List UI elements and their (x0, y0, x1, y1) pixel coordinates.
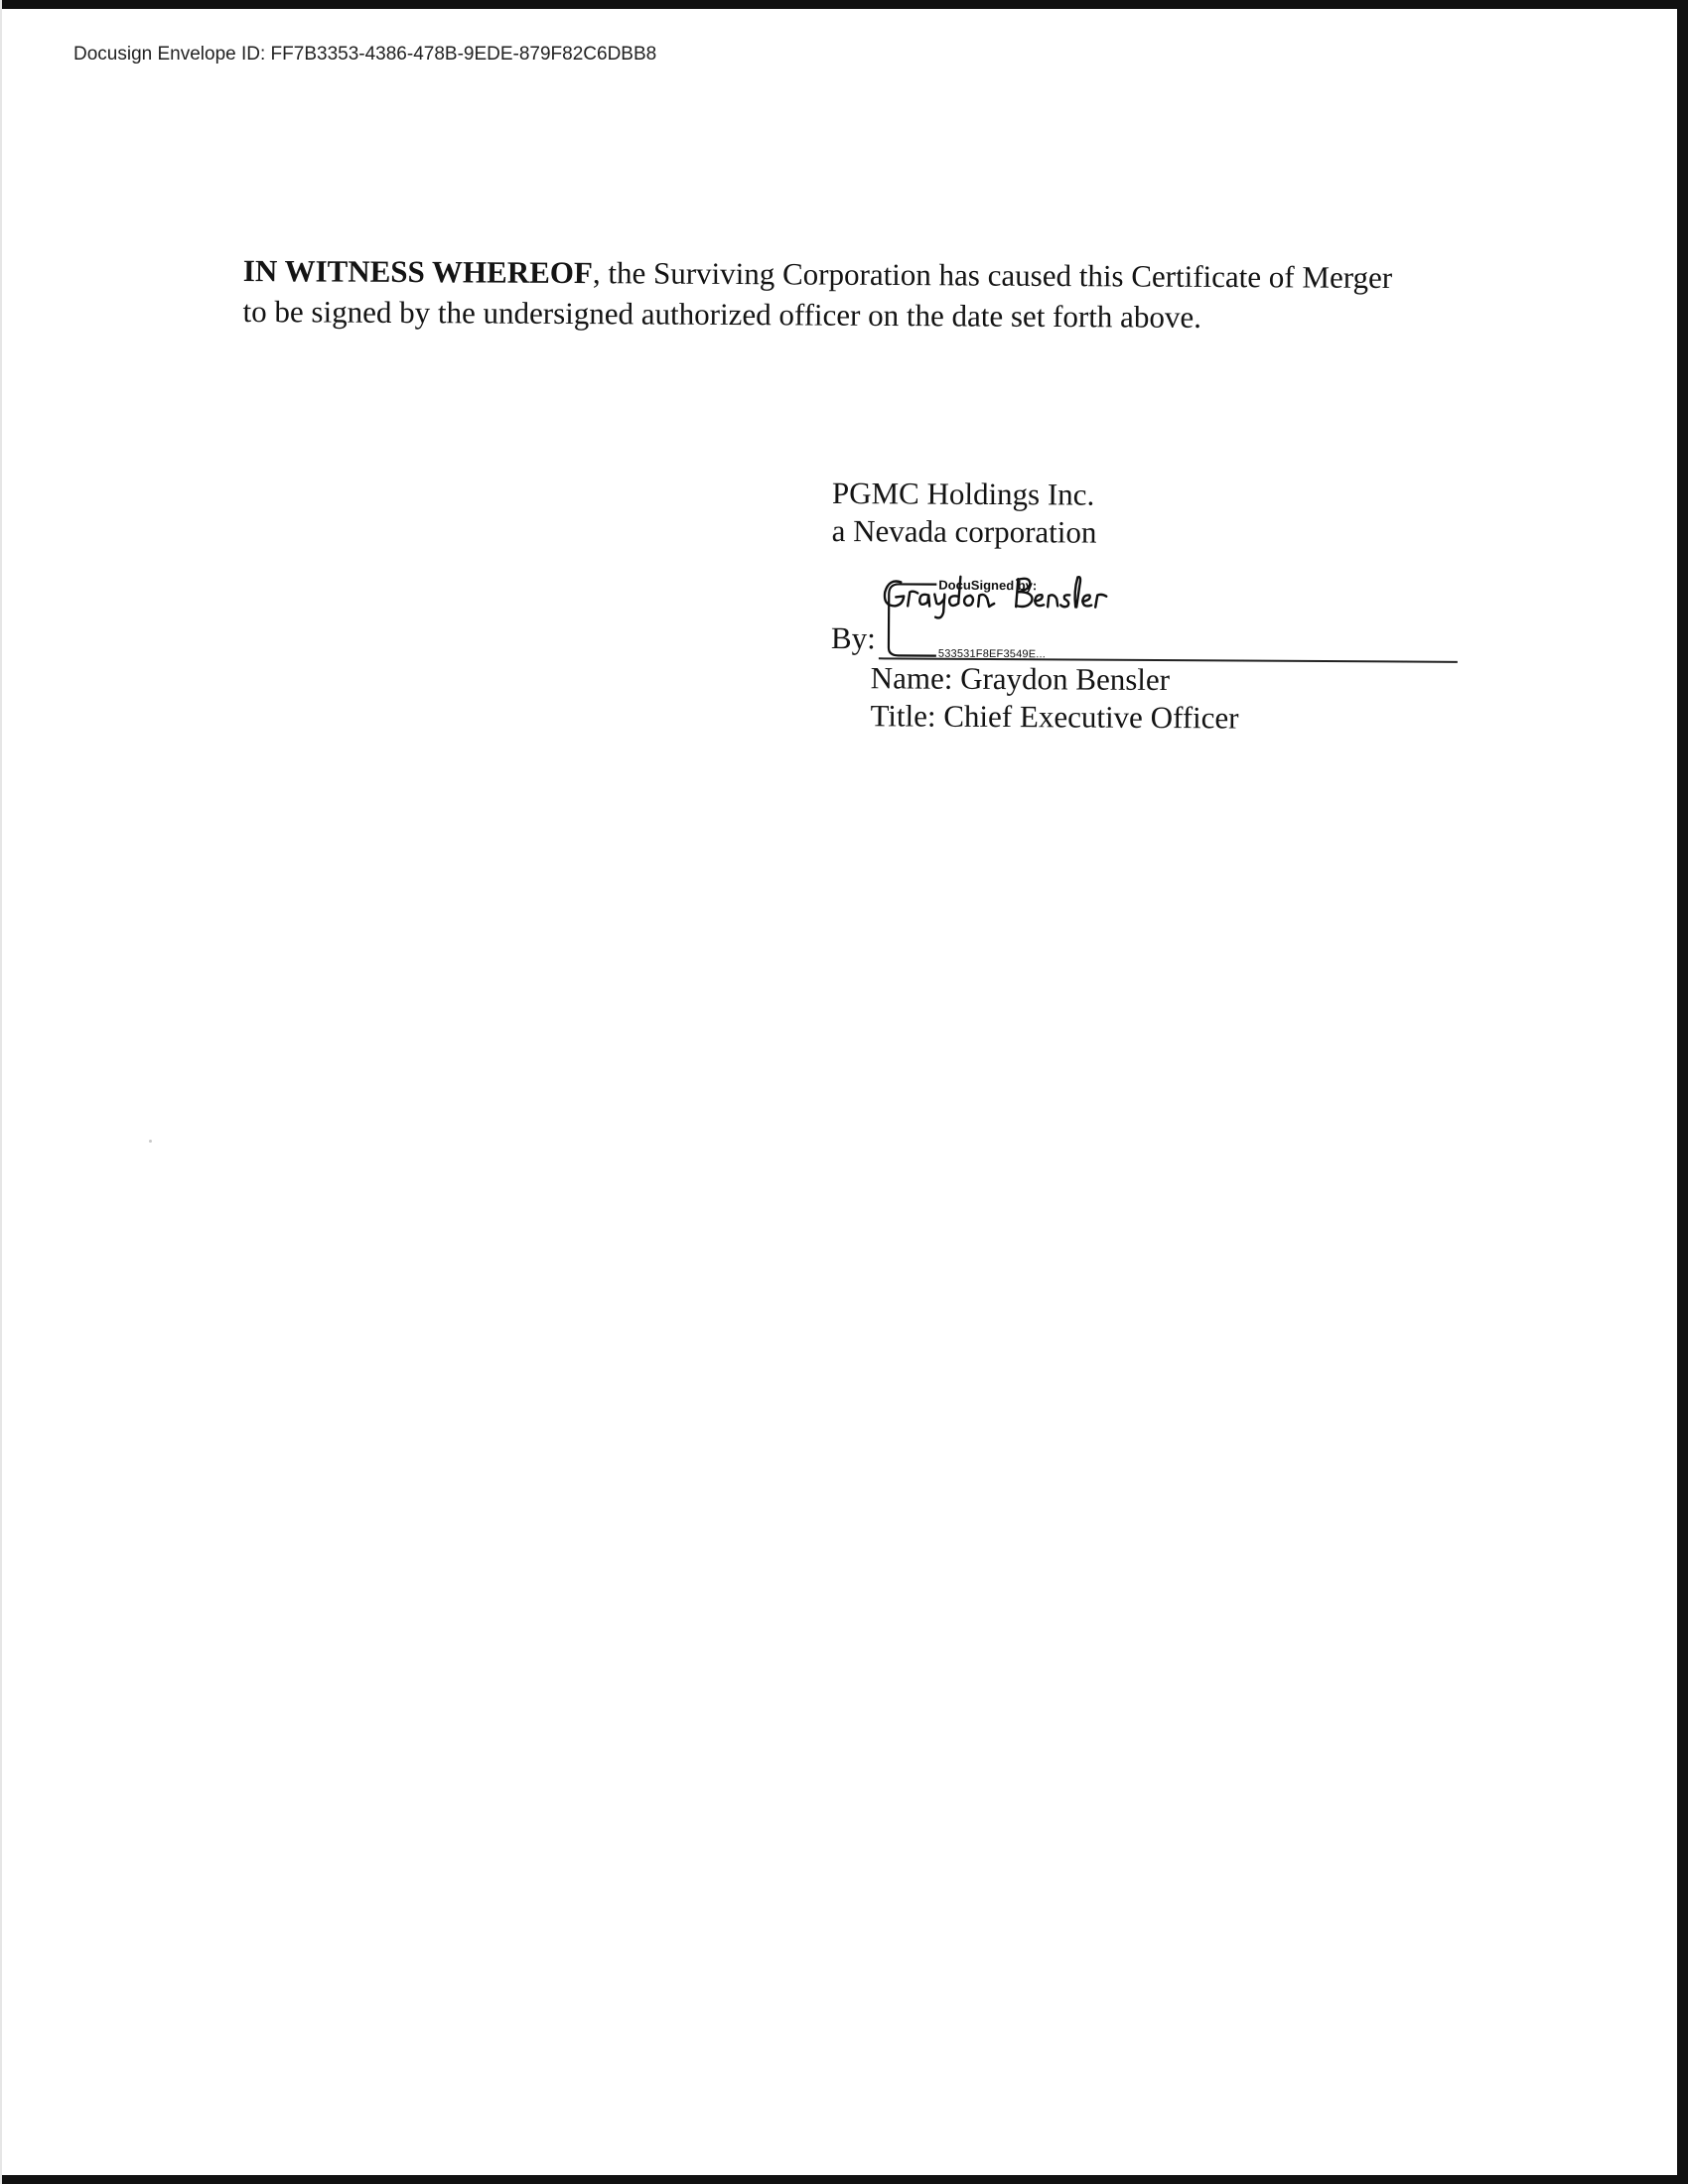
company-name: PGMC Holdings Inc. (831, 475, 1095, 512)
docusigned-by-label: DocuSigned by: (938, 577, 1038, 594)
witness-line-2: to be signed by the undersigned authorized officer on the date set forth above. (242, 293, 1202, 335)
witness-line-1-rest: , the Surviving Corporation has caused this Certificate of Merger (592, 255, 1393, 296)
signature-block (830, 475, 1468, 747)
witness-paragraph (242, 250, 1513, 340)
signer-name: Name: Graydon Bensler (870, 660, 1171, 698)
docusign-envelope-id: Docusign Envelope ID: FF7B3353-4386-478B-9EDE-879F82C6DBB8 (73, 44, 657, 65)
witness-lead: IN WITNESS WHEREOF (242, 252, 594, 291)
scan-border-bottom (0, 2175, 1688, 2184)
by-label: By: (830, 619, 876, 656)
company-type: a Nevada corporation (831, 512, 1097, 550)
scan-border-top (0, 0, 1688, 9)
scan-border-right (1677, 0, 1688, 2184)
scan-speck (149, 1140, 152, 1143)
signature-hash: 533531F8EF3549E... (937, 647, 1047, 661)
handwritten-signature (879, 570, 1137, 621)
docusign-stamp (879, 570, 1148, 661)
scan-border-left (0, 0, 2, 2184)
signer-title: Title: Chief Executive Officer (870, 698, 1239, 736)
